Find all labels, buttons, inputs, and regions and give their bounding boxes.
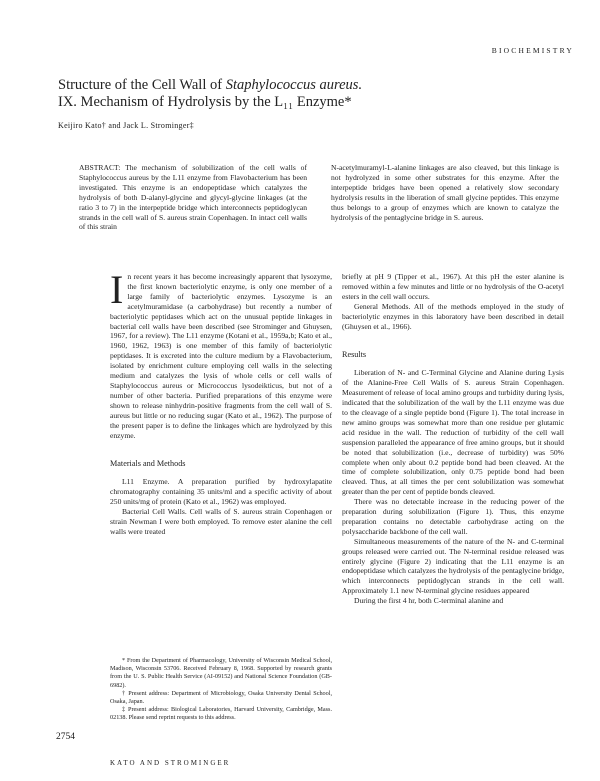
intro-text: n recent years it has become increasingly apparent that lysozyme, the first known bacteriolytic enzyme, is only one member of a large family of bacteriolytic enzymes. Lysozyme is an acetylmuramidase (a carbohydrase) but recently a number of bacteriolytic peptidases which act on the unusual peptide linkages in bacterial cell walls have been described (see Strominger and Ghuysen, 1967, for a review). The L11 enzyme (Kotani et al., 1959a,b; Kato et al., 1960, 1962, 1963) is one member of this family of bacteriolytic peptidases. It is excreted into the culture medium by a Flavobacterium, isolated by enrichment culture employing cell walls in the selecting medium and catalyzes the lysis of whole cells or cell walls of Staphylococcus aureus or Micrococcus lysodeikticus, but not of a number of other bacteria. Purified preparations of this enzyme were shown to release ninhydrin-positive fragments from the cell wall of S. aureus but little or no reducing sugar (Kato et al., 1962). The purpose of the present paper is to define the linkages which are hydrolyzed by this enzyme. <box>110 272 332 440</box>
section-heading-methods: Materials and Methods <box>110 459 186 469</box>
authors: Keijiro Kato† and Jack L. Strominger‡ <box>58 121 194 130</box>
page-number: 2754 <box>56 732 75 742</box>
results-paragraph-first-4-hr: During the first 4 hr, both C-terminal alanine and <box>354 596 504 606</box>
title-line-1 <box>58 77 528 94</box>
results-paragraph-liberation: Liberation of N- and C-Terminal Glycine and Alanine during Lysis of the Alanine-Free Cell Walls of S. aureus Strain Copenhagen. Measurement of release of local amino groups and turbidity during lysis, indicated that the solubilization of the wall by the L11 enzyme was due to the cleavage of a single peptide bond (Figure 1). The total increase in new amino groups was somewhat more than one residue per glutamic acid residue in the wall. The reduction of turbidity of the cell wall suspension paralleled the appearance of free amino groups, but it should be noted that solubilization (i.e., decrease of turbidity) was 50% complete when only about 0.2 peptide bond had been cleaved. At the time of complete solubilization, only 0.75 peptide bond had been cleaved. Thus, at all times the per cent solubilization was somewhat greater than the per cent of peptide bonds cleaved. <box>342 368 564 497</box>
journal-header: BIOCHEMISTRY <box>491 46 574 55</box>
ester-alanine-paragraph: briefly at pH 9 (Tipper et al., 1967). At this pH the ester alanine is removed within a few minutes and little or no hydrolysis of the O-acetyl esters in the cell wall occurs. <box>342 272 564 301</box>
methods-paragraph-cell-walls: Bacterial Cell Walls. Cell walls of S. aureus strain Copenhagen or strain Newman I were both employed. To remove ester alanine the cell walls were treated <box>110 507 332 536</box>
body-right-column <box>342 272 564 606</box>
title-organism: Staphylococcus aureus. <box>225 77 363 93</box>
running-footer: KATO AND STROMINGER <box>110 759 231 767</box>
section-heading-results: Results <box>342 350 367 360</box>
article-title <box>58 77 528 111</box>
footnote-kato-address: † Present address: Department of Microbiology, Osaka University Dental School, Osaka, Japan. <box>110 689 332 706</box>
abstract-right-column: N-acetylmuramyl-L-alanine linkages are also cleaved, but this linkage is not hydrolyzed in some other substrates for this enzyme. After the interpeptide bridges have been opened a relatively slow secondary hydrolysis results in the liberation of small glycine peptides. This enzyme thus belongs to a group of enzymes which are known to catalyze the hydrolysis of the pentaglycine bridge in S. aureus. <box>331 163 559 222</box>
title-line-2: IX. Mechanism of Hydrolysis by the L₁₁ Enzyme* <box>58 94 352 110</box>
title-line-1-prefix: Structure of the Cell Wall of <box>58 77 226 93</box>
results-paragraph-reducing-power: There was no detectable increase in the reducing power of the preparation during solubilization (Figure 1). Thus, this enzyme preparation contains no detectable carbohydrase acting on the polysaccharide backbone of the cell wall. <box>342 497 564 536</box>
intro-paragraph <box>110 267 332 440</box>
drop-cap: I <box>110 267 124 312</box>
footnotes <box>110 657 332 723</box>
footnote-strominger-address: ‡ Present address: Biological Laboratories, Harvard University, Cambridge, Mass. 02138. Please send reprint requests to this address. <box>110 706 332 722</box>
results-paragraph-terminal-groups: Simultaneous measurements of the nature of the N- and C-terminal groups released were carried out. The N-terminal residue released was entirely glycine (Figure 2) indicating that the L11 enzyme is an endopeptidase which catalyzes the hydrolysis of the pentaglycine bridge, which interconnects peptidoglycan strands in the cell wall. Approximately 1.1 new N-terminal glycine residues appeared <box>342 536 564 596</box>
body-left-column <box>110 267 332 537</box>
abstract-left-column: ABSTRACT: The mechanism of solubilization of the cell walls of Staphylococcus aureus by the L11 enzyme from Flavobacterium has been investigated. This enzyme is an endopeptidase which catalyzes the hydrolysis of both D-alanyl-glycine and glycyl-glycine linkages (at the ratio 3 to 7) in the interpeptide bridge which interconnects peptidoglycan strands in the cell wall of S. aureus strain Copenhagen. In intact cell walls of this strain <box>79 163 307 232</box>
general-methods-paragraph: General Methods. All of the methods employed in the study of bacteriolytic enzymes in this laboratory have been described in detail (Ghuysen et al., 1966). <box>342 301 564 331</box>
methods-paragraph-enzyme: L11 Enzyme. A preparation purified by hydroxylapatite chromatography containing 35 units/ml and a specific activity of about 250 units/mg of protein (Kato et al., 1962) was employed. <box>110 477 332 507</box>
footnote-affiliation: * From the Department of Pharmacology, University of Wisconsin Medical School, Madison, Wisconsin 53706. Received February 8, 1968. Supported by research grants from the U. S. Public Health Service (AI-09152) and National Science Foundation (GB-6982). <box>110 657 332 689</box>
